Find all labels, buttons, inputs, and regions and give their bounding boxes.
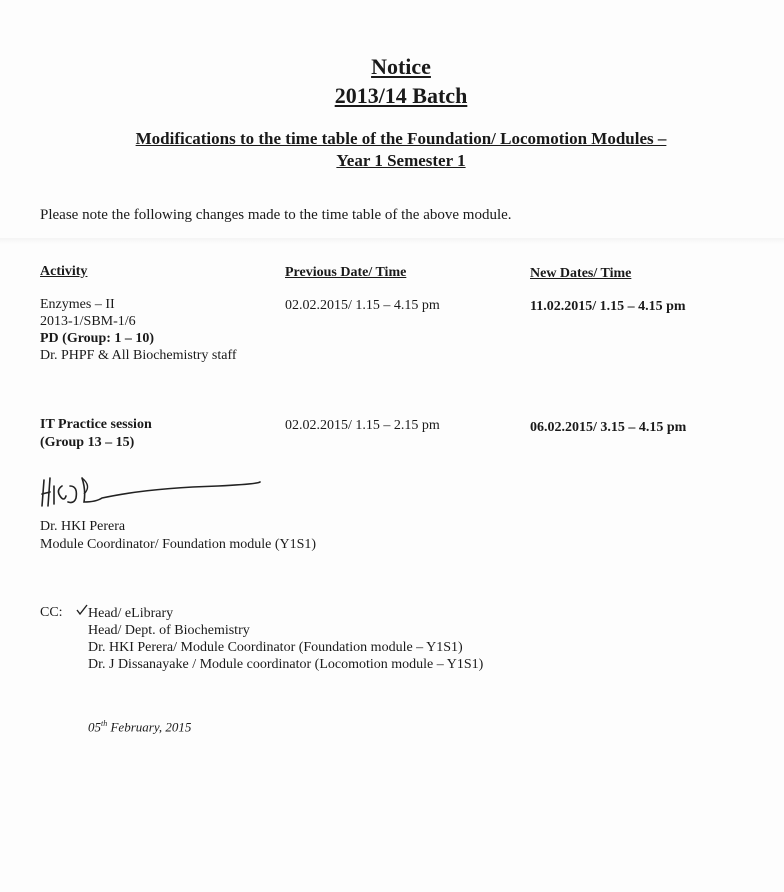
row1-new: 11.02.2015/ 1.15 – 4.15 pm <box>530 299 686 314</box>
notice-title: Notice <box>371 54 431 79</box>
row1-activity-line2: 2013-1/SBM-1/6 <box>40 314 136 329</box>
subtitle-line-1: Modifications to the time table of the Foundation/ Locomotion Modules – <box>135 129 667 148</box>
date-suffix: th <box>101 719 108 728</box>
row1-activity-line4: Dr. PHPF & All Biochemistry staff <box>40 348 237 363</box>
signatory-role: Module Coordinator/ Foundation module (Y1S1) <box>40 537 317 552</box>
cc-item-4: Dr. J Dissanayake / Module coordinator (Locomotion module – Y1S1) <box>88 657 484 672</box>
cc-item-2: Head/ Dept. of Biochemistry <box>88 623 250 638</box>
date-day: 05 <box>88 719 101 735</box>
signatory-name: Dr. HKI Perera <box>40 519 126 534</box>
check-mark-icon <box>76 604 88 616</box>
header-activity: Activity <box>40 264 88 279</box>
cc-item-1: Head/ eLibrary <box>88 606 174 621</box>
batch-title: 2013/14 Batch <box>334 83 468 108</box>
date-rest: February, 2015 <box>107 719 192 735</box>
header-previous: Previous Date/ Time <box>285 265 407 280</box>
row1-activity-line3: PD (Group: 1 – 10) <box>40 331 155 346</box>
subtitle-line-2: Year 1 Semester 1 <box>336 151 466 170</box>
document-date <box>88 719 191 735</box>
cc-label: CC: <box>40 605 63 620</box>
row1-activity-line1: Enzymes – II <box>40 297 115 312</box>
row1-previous: 02.02.2015/ 1.15 – 4.15 pm <box>285 298 440 313</box>
row2-activity-line2: (Group 13 – 15) <box>40 435 135 450</box>
intro-text: Please note the following changes made to the time table of the above module. <box>40 207 512 223</box>
row2-new: 06.02.2015/ 3.15 – 4.15 pm <box>530 420 687 435</box>
row2-activity-line1: IT Practice session <box>40 417 152 432</box>
paper-fold-shadow <box>0 238 784 244</box>
handwritten-signature <box>38 472 268 516</box>
header-new: New Dates/ Time <box>530 266 632 281</box>
cc-item-3: Dr. HKI Perera/ Module Coordinator (Foundation module – Y1S1) <box>88 640 463 655</box>
row2-previous: 02.02.2015/ 1.15 – 2.15 pm <box>285 418 440 433</box>
